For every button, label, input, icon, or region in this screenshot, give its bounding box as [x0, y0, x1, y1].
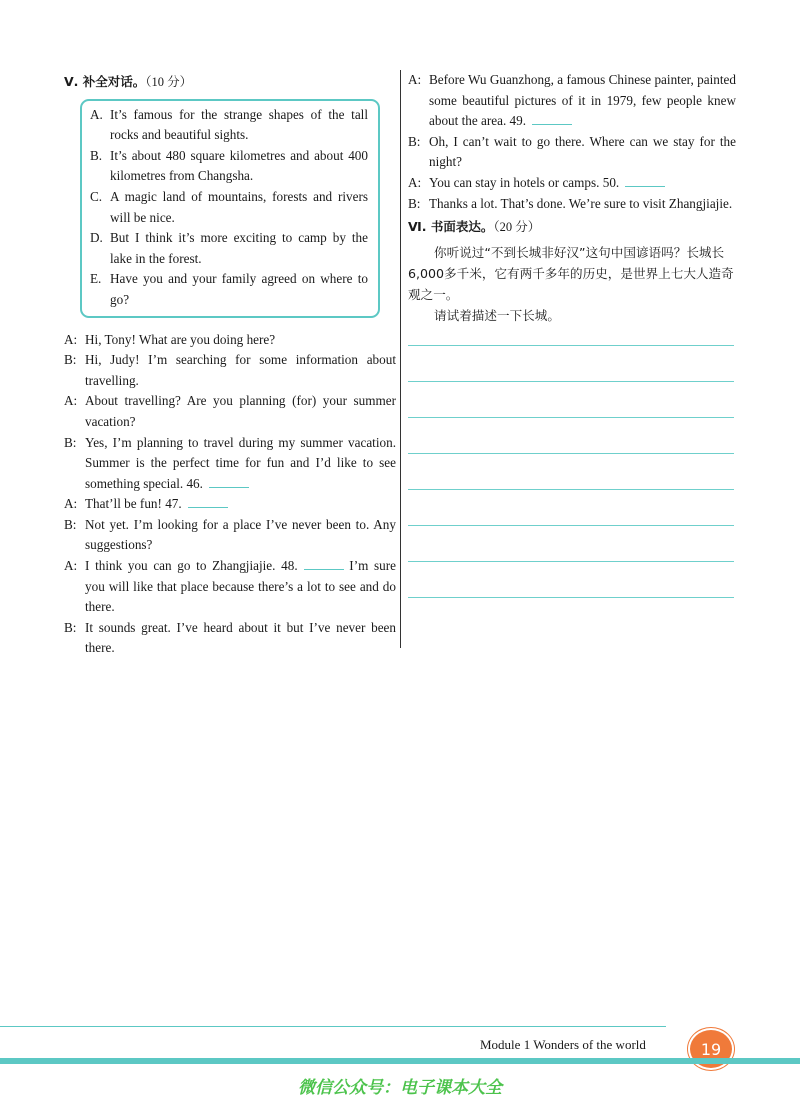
dialogue-right	[408, 70, 736, 214]
writing-line[interactable]	[408, 489, 734, 490]
option-key: A.	[90, 106, 103, 122]
column-divider	[400, 70, 401, 648]
dialogue-line	[408, 70, 736, 132]
answer-blank[interactable]	[625, 174, 665, 187]
option-text: But I think it’s more exciting to camp by the lake in the forest.	[110, 230, 368, 266]
dialogue-text	[85, 618, 396, 659]
writing-line[interactable]	[408, 561, 734, 562]
section-5-points: （10 分）	[145, 75, 193, 89]
speaker-label: A:	[64, 558, 78, 574]
speaker-label: B:	[408, 133, 421, 149]
option-item	[90, 228, 368, 269]
speaker-label: B:	[64, 434, 77, 450]
dialogue-sentence: Hi, Judy! I’m searching for some information about travelling.	[85, 352, 396, 388]
option-text: It’s famous for the strange shapes of the tall rocks and beautiful sights.	[110, 106, 368, 143]
writing-line[interactable]	[408, 597, 734, 598]
option-item	[90, 269, 368, 310]
answer-blank[interactable]	[304, 557, 344, 570]
speaker-label: A:	[408, 72, 422, 87]
right-column	[408, 70, 736, 633]
dialogue-sentence: Thanks a lot. That’s done. We’re sure to visit Zhangjiajie.	[429, 195, 733, 211]
dialogue-line	[64, 618, 396, 659]
writing-line[interactable]	[408, 345, 734, 346]
speaker-label: A:	[64, 393, 78, 409]
writing-line[interactable]	[408, 453, 734, 454]
speaker-label: A:	[408, 174, 422, 190]
footer-band	[0, 1058, 800, 1064]
dialogue-line	[408, 194, 736, 215]
watermark-text: 微信公众号：电子课本大全	[298, 1078, 502, 1098]
dialogue-line	[64, 515, 396, 556]
speaker-label: B:	[408, 195, 421, 211]
dialogue-text	[85, 391, 396, 432]
writing-lines[interactable]	[408, 345, 736, 598]
dialogue-text	[85, 350, 396, 391]
dialogue-text	[429, 70, 736, 132]
speaker-label: B:	[64, 352, 77, 368]
option-text: It’s about 480 square kilometres and about 400 kilometres from Changsha.	[110, 147, 368, 184]
option-key: B.	[90, 147, 103, 163]
dialogue-text	[429, 132, 736, 173]
option-item	[90, 187, 368, 228]
dialogue-sentence: Not yet. I’m looking for a place I’ve never been to. Any suggestions?	[85, 516, 396, 553]
dialogue-line	[64, 350, 396, 391]
section-5-title-text: Ⅴ. 补全对话。	[64, 74, 146, 89]
dialogue-text	[85, 515, 396, 556]
section-6-title-text: Ⅵ. 书面表达。	[408, 219, 494, 235]
dialogue-sentence: It sounds great. I’ve heard about it but I’ve never been there.	[85, 619, 396, 656]
dialogue-line	[408, 173, 736, 194]
dialogue-sentence: You can stay in hotels or camps. 50.	[429, 174, 620, 190]
dialogue-sentence: I think you can go to Zhangjiajie. 48.	[85, 558, 298, 574]
dialogue-sentence: About travelling? Are you planning (for) your summer vacation?	[85, 393, 396, 429]
option-key: D.	[90, 230, 103, 246]
dialogue-sentence: Yes, I’m planning to travel during my summer vacation. Summer is the perfect time for fun and I’d like to see something special. 46.	[85, 434, 396, 491]
option-text: A magic land of mountains, forests and rivers will be nice.	[110, 188, 368, 225]
writing-line[interactable]	[408, 381, 734, 382]
option-key: E.	[90, 271, 102, 287]
section-5-title	[64, 72, 396, 93]
dialogue-sentence: That’ll be fun! 47.	[85, 496, 182, 512]
answer-blank[interactable]	[532, 112, 572, 125]
answer-blank[interactable]	[188, 495, 228, 508]
dialogue-text	[85, 556, 396, 618]
dialogue-line	[64, 391, 396, 432]
writing-line[interactable]	[408, 525, 734, 526]
options-box	[80, 99, 380, 318]
section-6-points: （20 分）	[493, 220, 541, 235]
dialogue-left	[64, 330, 396, 660]
section-6-title	[408, 217, 736, 238]
footer-rule	[0, 1026, 666, 1027]
dialogue-sentence: Oh, I can’t wait to go there. Where can we stay for the night?	[429, 133, 736, 170]
dialogue-line	[408, 132, 736, 173]
dialogue-line	[64, 494, 396, 515]
dialogue-sentence: Hi, Tony! What are you doing here?	[85, 331, 276, 347]
dialogue-line	[64, 330, 396, 351]
dialogue-text	[429, 173, 736, 194]
page-number-badge: 19	[688, 1028, 734, 1070]
dialogue-sentence-after: I’m sure you will like that place because there’s a lot to see and do there.	[85, 558, 396, 615]
dialogue-text	[429, 194, 736, 215]
option-item	[90, 146, 368, 187]
speaker-label: B:	[64, 516, 77, 532]
speaker-label: A:	[64, 496, 78, 512]
writing-instruction: 请试着描述一下长城。	[434, 307, 560, 323]
dialogue-text	[85, 494, 396, 515]
option-text: Have you and your family agreed on where to go?	[110, 271, 368, 307]
dialogue-text	[85, 433, 396, 495]
left-column	[64, 70, 396, 659]
dialogue-sentence: Before Wu Guanzhong, a famous Chinese painter, painted some beautiful pictures of it in 1979, few people knew about the area. 49.	[429, 72, 736, 129]
dialogue-line	[64, 433, 396, 495]
dialogue-line	[64, 556, 396, 618]
speaker-label: B:	[64, 619, 77, 635]
writing-prompt: 你听说过“不到长城非好汉”这句中国谚语吗？长城长 6,000多千米，它有两千多年的历史，是世界上七大人造奇观之一。	[408, 244, 734, 302]
speaker-label: A:	[64, 331, 78, 347]
option-key: C.	[90, 188, 103, 204]
module-label: Module 1 Wonders of the world	[480, 1037, 646, 1052]
answer-blank[interactable]	[209, 475, 249, 488]
writing-line[interactable]	[408, 417, 734, 418]
dialogue-text	[85, 330, 396, 351]
option-item	[90, 105, 368, 146]
